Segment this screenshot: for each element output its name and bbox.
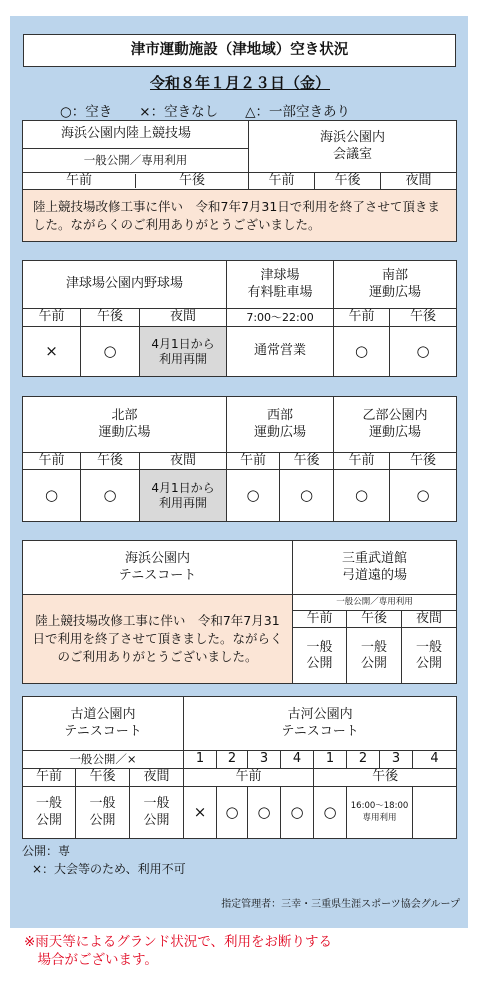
- furumichi-am-status: 一般 公開: [23, 787, 76, 839]
- south-am-status: ○: [334, 327, 390, 377]
- otobe-pm-status: ○: [390, 470, 457, 522]
- baseball-night-header: 夜間: [140, 309, 227, 327]
- budokan-am-header: 午前: [293, 611, 347, 628]
- baseball-night-status: 4月1日から 利用再開: [140, 327, 227, 377]
- court-number: 1: [184, 751, 217, 769]
- otobe-pm-header: 午後: [390, 453, 457, 470]
- budokan-night-status: 一般 公開: [402, 628, 457, 684]
- rain-warning: ※雨天等によるグランド状況で、利用をお断りする 場合がございます。: [24, 934, 333, 969]
- furukawa-am-header: 午前: [184, 769, 314, 787]
- court-number: 3: [248, 751, 281, 769]
- south-pm-header: 午後: [390, 309, 457, 327]
- furumichi-tennis-name: 古道公園内 テニスコート: [23, 697, 184, 751]
- north-field-name: 北部 運動広場: [23, 397, 227, 453]
- budokan-night-header: 夜間: [402, 611, 457, 628]
- north-am-header: 午前: [23, 453, 81, 470]
- room-night-header: 夜間: [381, 173, 457, 190]
- baseball-pm-status: ○: [81, 327, 140, 377]
- page-title: 津市運動施設（津地域）空き状況: [130, 42, 349, 58]
- north-night-header: 夜間: [140, 453, 227, 470]
- furukawa-court1-pm-status: ○: [314, 787, 347, 839]
- furumichi-pm-header: 午後: [76, 769, 130, 787]
- parking-status: 通常営業: [227, 327, 334, 377]
- court-number: 4: [281, 751, 314, 769]
- footer-note-public: 公開：専: [22, 844, 71, 858]
- north-am-status: ○: [23, 470, 81, 522]
- otobe-am-status: ○: [334, 470, 390, 522]
- furukawa-court4-pm-status: [413, 787, 457, 839]
- court-number: 3: [380, 751, 413, 769]
- court-number: 4: [413, 751, 457, 769]
- furumichi-pm-status: 一般 公開: [76, 787, 130, 839]
- furumichi-night-header: 夜間: [130, 769, 184, 787]
- room-am-header: 午前: [249, 173, 315, 190]
- furukawa-court1-am-status: ×: [184, 787, 217, 839]
- budokan-name: 三重武道館 弓道遠的場: [293, 541, 457, 595]
- budokan-am-status: 一般 公開: [293, 628, 347, 684]
- stadium-closure-notice: 陸上競技場改修工事に伴い 令和7年7月31日で利用を終了させて頂きました。ながらくのご利用ありがとうございました。: [23, 190, 457, 242]
- furukawa-tennis-name: 古河公園内 テニスコート: [184, 697, 457, 751]
- section-tennis-budokan: [22, 540, 457, 684]
- stadium-am-header: 午前: [23, 174, 136, 188]
- meeting-room-name: 海浜公園内 会議室: [249, 121, 457, 173]
- otobe-am-header: 午前: [334, 453, 390, 470]
- stadium-usage-type: 一般公開／専用利用: [23, 149, 249, 173]
- stadium-period-row: [23, 173, 249, 190]
- furukawa-special-use: 16:00～18:00 専用利用: [347, 787, 413, 839]
- furumichi-usage-type: 一般公開／×: [23, 751, 184, 769]
- budokan-usage-type: 一般公開／専用利用: [293, 595, 457, 611]
- south-field-name: 南部 運動広場: [334, 261, 457, 309]
- legend: ○：空き ×：空きなし △：一部空きあり: [60, 104, 350, 120]
- page-title-box: [23, 34, 456, 67]
- west-pm-header: 午後: [280, 453, 334, 470]
- section-furumichi-furukawa: [22, 696, 457, 839]
- footer-note-unavailable: ×：大会等のため、利用不可: [32, 862, 186, 876]
- manager-label: 指定管理者：三幸・三重県生涯スポーツ協会グループ: [221, 899, 460, 910]
- furumichi-night-status: 一般 公開: [130, 787, 184, 839]
- west-am-status: ○: [227, 470, 280, 522]
- otobe-field-name: 乙部公園内 運動広場: [334, 397, 457, 453]
- south-am-header: 午前: [334, 309, 390, 327]
- budokan-pm-status: 一般 公開: [347, 628, 402, 684]
- stadium-name: 海浜公園内陸上競技場: [23, 121, 249, 149]
- court-number: 2: [347, 751, 380, 769]
- north-pm-header: 午後: [81, 453, 140, 470]
- furukawa-pm-header: 午後: [314, 769, 457, 787]
- north-night-status: 4月1日から 利用再開: [140, 470, 227, 522]
- parking-hours: 7:00～22:00: [227, 309, 334, 327]
- baseball-pm-header: 午後: [81, 309, 140, 327]
- furukawa-court2-am-status: ○: [217, 787, 248, 839]
- furumichi-am-header: 午前: [23, 769, 76, 787]
- budokan-pm-header: 午後: [347, 611, 402, 628]
- section-baseball: [22, 260, 457, 377]
- baseball-am-status: ×: [23, 327, 81, 377]
- furukawa-court4-am-status: ○: [281, 787, 314, 839]
- date-label: 令和８年１月２３日（金）: [149, 74, 330, 92]
- baseball-field-name: 津球場公園内野球場: [23, 261, 227, 309]
- west-am-header: 午前: [227, 453, 280, 470]
- west-pm-status: ○: [280, 470, 334, 522]
- court-number: 2: [217, 751, 248, 769]
- stadium-pm-header: 午後: [178, 173, 205, 189]
- section-stadium: [22, 120, 457, 242]
- parking-name: 津球場 有料駐車場: [227, 261, 334, 309]
- room-pm-header: 午後: [315, 173, 381, 190]
- baseball-am-header: 午前: [23, 309, 81, 327]
- tennis-closure-notice: 陸上競技場改修工事に伴い 令和7年7月31日で利用を終了させて頂きました。ながらくのご利用ありがとうございました。: [23, 595, 293, 684]
- south-pm-status: ○: [390, 327, 457, 377]
- section-north: [22, 396, 457, 522]
- west-field-name: 西部 運動広場: [227, 397, 334, 453]
- north-pm-status: ○: [81, 470, 140, 522]
- court-number: 1: [314, 751, 347, 769]
- furukawa-court3-am-status: ○: [248, 787, 281, 839]
- kaihin-tennis-name: 海浜公園内 テニスコート: [23, 541, 293, 595]
